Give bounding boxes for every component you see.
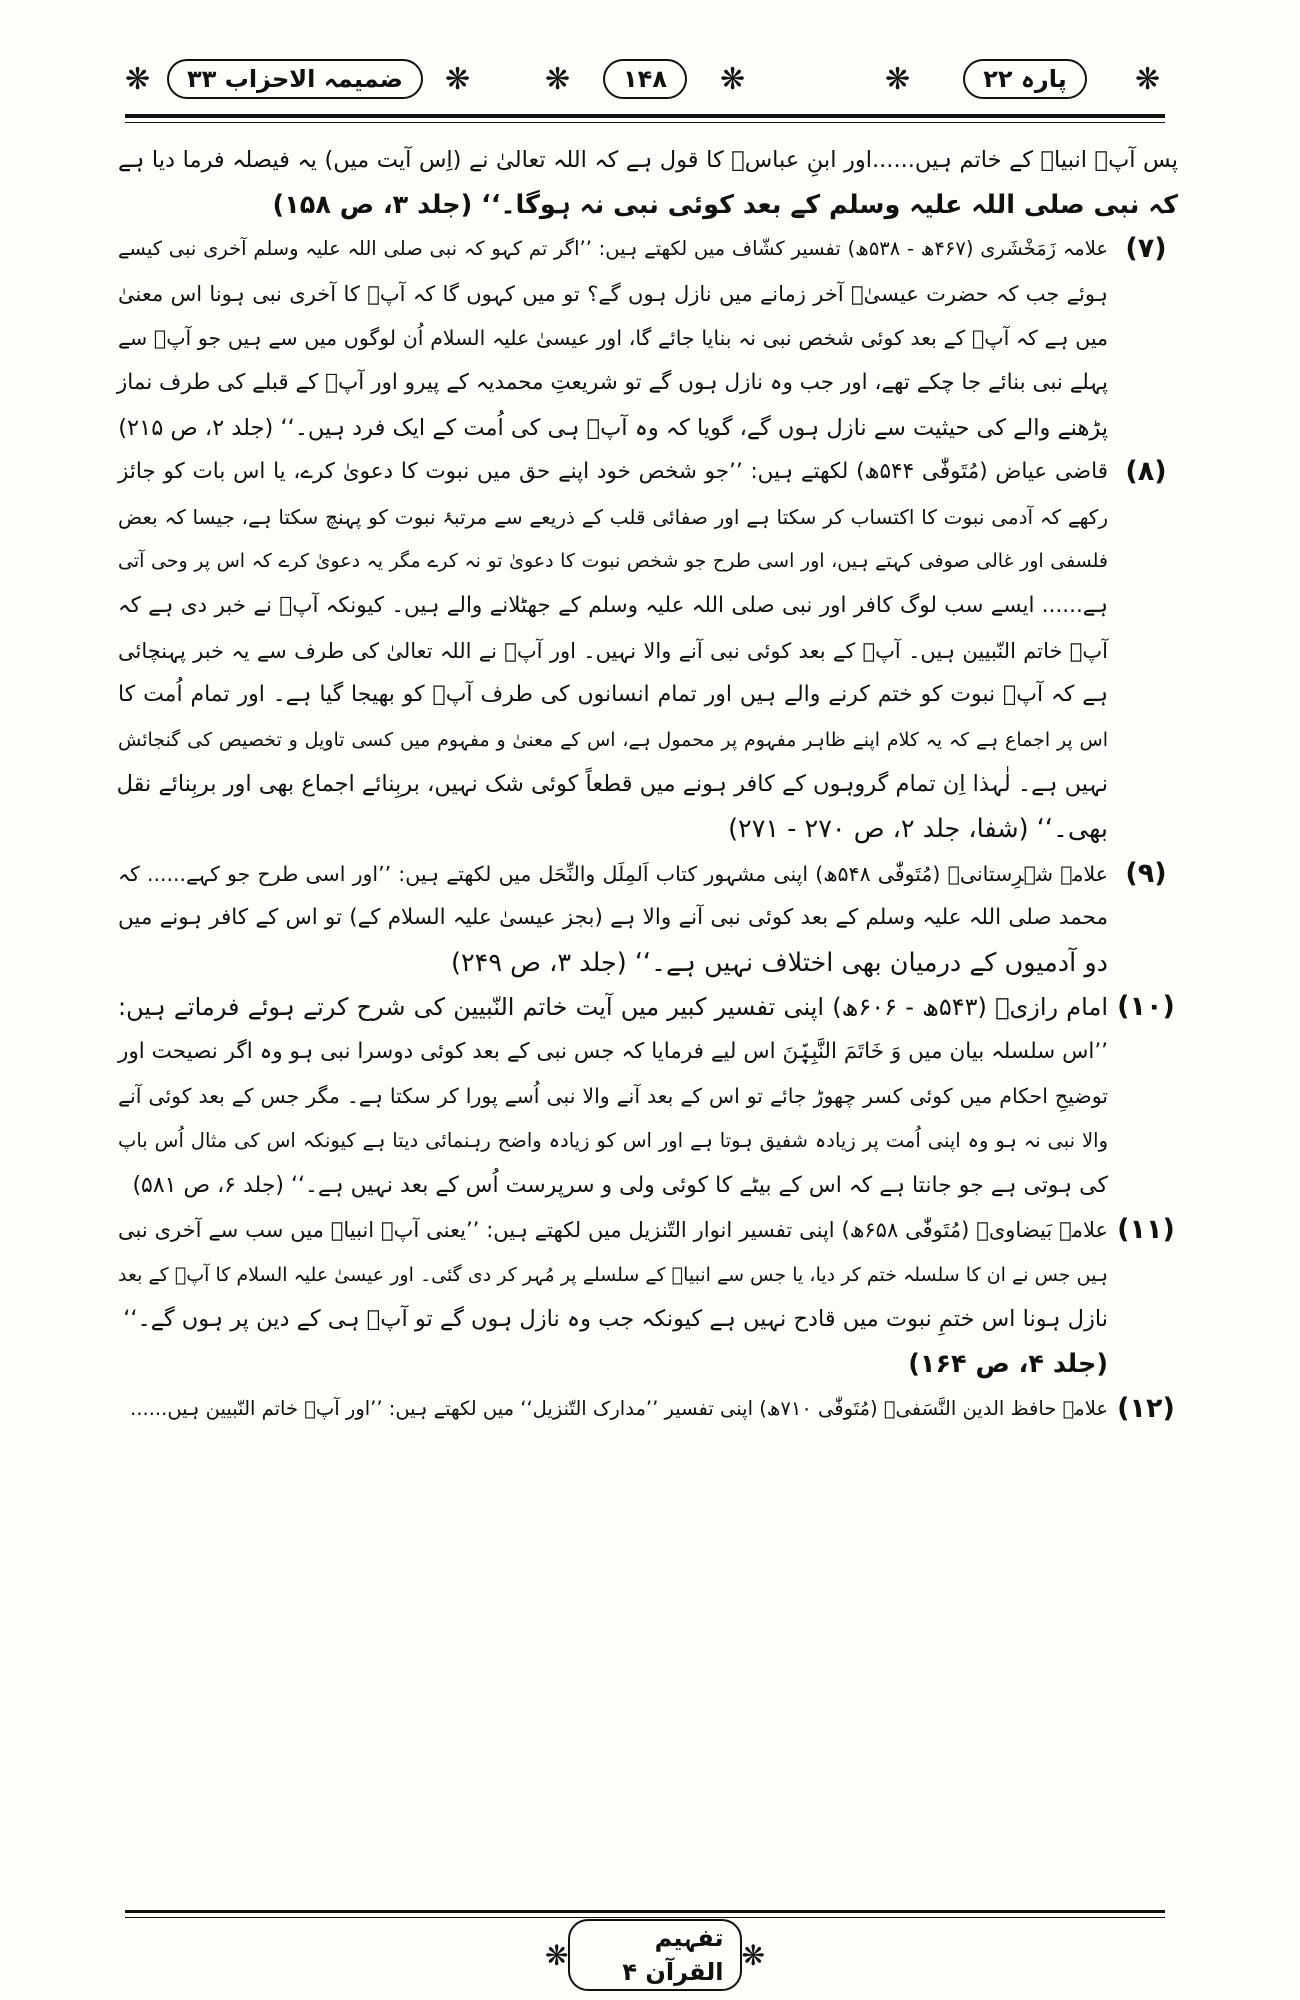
- text-line: ہیں جس نے ان کا سلسلہ ختم کر دیا، یا جس سے انبیاؑ کے سلسلے پر مُہر کر دی گئی۔ اور عیسیٰ علیہ السلام کا آپؐ کے بعد: [118, 1263, 1108, 1286]
- book-title-box: [545, 1924, 765, 1986]
- text-line: نازل ہونا اس ختمِ نبوت میں قادح نہیں ہے کیونکہ جب وہ نازل ہوں گے تو آپؐ ہی کے دین پر ہوں گے۔‘‘: [123, 1306, 1108, 1333]
- numbered-paragraph: [118, 1387, 1178, 1432]
- surah-label-box: [155, 56, 435, 102]
- ornament-icon: ❋: [1135, 62, 1161, 97]
- text-line: ہوئے جب کہ حضرت عیسیٰؑ آخر زمانے میں نازل ہوں گے؟ تو میں کہوں گا کہ آپؐ کا آخری نبی ہونا اس معنیٰ: [118, 281, 1108, 306]
- text-line: فلسفی اور غالی صوفی کہتے ہیں، اور اسی طرح جو شخص نبوت کا دعویٰ تو نہ کرے مگر یہ دعویٰ کرے کہ اس پر وحی آتی: [118, 550, 1108, 573]
- ornament-icon: ❋: [885, 62, 911, 97]
- page-footer: [125, 1910, 1165, 1990]
- numbered-paragraph: [118, 227, 1178, 450]
- text-line: علامہ حافظ الدین النَّسَفیؒ (مُتَوفّٰی ۷۱۰ھ) اپنی تفسیر ’’مدارک التّنزیل‘‘ میں لکھتے ہیں: ’’اور آپؐ خاتم النّبیین ہیں......: [130, 1396, 1108, 1420]
- page-header: [125, 40, 1165, 130]
- page-number-box: [575, 56, 715, 102]
- text-line: والا نبی نہ ہو وہ اپنی اُمت پر زیادہ شفیق ہوتا ہے اور اس کو زیادہ واضح رہنمائی دیتا ہے کیونکہ اس کی مثال اُس باپ: [118, 1129, 1108, 1153]
- paragraph-number: (۱۲): [1117, 1392, 1175, 1424]
- surah-label: ضمیمہ الاحزاب ۳۳: [167, 59, 423, 99]
- header-rule-thin: [125, 122, 1165, 123]
- text-line: پڑھنے والے کی حیثیت سے نازل ہوں گے، گویا کہ وہ آپؐ ہی کی اُمت کے ایک فرد ہیں۔‘‘ (جلد ۲، ص ۲۱۵): [118, 414, 1108, 441]
- text-line: پہلے نبی بنائے جا چکے تھے، اور جب وہ نازل ہوں گے تو شریعتِ محمدیہ کے پیرو اور آپؐ کے قبلے کی طرف نماز: [116, 369, 1108, 395]
- header-rule: [125, 114, 1165, 118]
- ornament-icon: ❋: [720, 62, 746, 97]
- para-label: پارہ ۲۲: [963, 59, 1087, 99]
- page-body: [118, 138, 1178, 1868]
- text-line: دو آدمیوں کے درمیان بھی اختلاف نہیں ہے۔‘‘ (جلد ۳، ص ۲۴۹): [451, 947, 1108, 978]
- book-title: تفہیم القرآن ۴: [568, 1919, 741, 1991]
- text-line: ’’اس سلسلہ بیان میں وَ خَاتَمَ النَّبِیّٖنَ اس لیے فرمایا کہ جس نبی کے بعد کوئی دوسرا نبی ہو وہ اگر نصیحت اور: [118, 1038, 1108, 1064]
- text-line: علامہ شہرِستانیؒ (مُتَوفّٰی ۵۴۸ھ) اپنی مشہور کتاب اَلمِلَل والنِّحَل میں لکھتے ہیں: ’’اور اسی طرح جو کہے...... کہ: [118, 861, 1108, 886]
- text-line: میں ہے کہ آپؐ کے بعد کوئی شخص نبی نہ بنایا جائے گا، اور عیسیٰ علیہ السلام اُن لوگوں میں سے ہیں جو آپؐ سے: [118, 326, 1108, 351]
- numbered-paragraph: [118, 985, 1178, 1208]
- text-line: امام رازیؒ (۵۴۳ھ - ۶۰۶ھ) اپنی تفسیر کبیر میں آیت خاتم النّبیین کی شرح کرتے ہوئے فرماتے ہیں:: [118, 993, 1108, 1022]
- text-line: قاضی عیاض (مُتَوفّٰی ۵۴۴ھ) لکھتے ہیں: ’’جو شخص خود اپنے حق میں نبوت کا دعویٰ کرے، یا اس بات کو جائز: [118, 459, 1108, 485]
- text-line: علامہ بَیضاویؒ (مُتَوفّٰی ۶۵۸ھ) اپنی تفسیر انوار التّنزیل میں لکھتے ہیں: ’’یعنی آپؐ انبیاؑ میں سب سے آخری نبی: [118, 1218, 1109, 1243]
- numbered-paragraph: [118, 1208, 1178, 1386]
- page-number: ۱۴۸: [603, 59, 687, 99]
- text-line: بھی۔‘‘ (شفا، جلد ۲، ص ۲۷۰ - ۲۷۱): [728, 813, 1108, 844]
- ornament-icon: ❋: [125, 62, 151, 97]
- para-label-box: [925, 56, 1125, 102]
- text-line: علامہ زَمَخْشَری (۴۶۷ھ - ۵۳۸ھ) تفسیر کشّاف میں لکھتے ہیں: ’’اگر تم کہو کہ نبی صلی اللہ علیہ وسلم آخری نبی کیسے: [118, 237, 1108, 261]
- paragraph-number: (۹): [1125, 857, 1167, 889]
- ornament-icon: ❋: [445, 62, 471, 97]
- text-line: نہیں ہے۔ لٰہذا اِن تمام گروہوں کے کافر ہونے میں قطعاً کوئی شک نہیں، بربِنائے اجماع بھی اور بربِنائے نقل: [116, 771, 1108, 798]
- paragraph-number: (۸): [1125, 456, 1167, 488]
- paragraph-number: (۱۱): [1117, 1214, 1175, 1246]
- text-line: رکھے کہ آدمی نبوت کا اکتساب کر سکتا ہے اور صفائی قلب کے ذریعے سے مرتبۂ نبوت کو پہنچ سکتا ہے، جیسا کہ بعض: [118, 504, 1108, 529]
- text-line: کہ نبی صلی اللہ علیہ وسلم کے بعد کوئی نبی نہ ہوگا۔‘‘ (جلد ۳، ص ۱۵۸): [272, 189, 1178, 220]
- ornament-icon: ❋: [741, 1938, 765, 1972]
- footer-rule: [125, 1910, 1165, 1913]
- paragraph-number: (۱۰): [1117, 991, 1175, 1023]
- ornament-icon: ❋: [545, 1938, 569, 1972]
- numbered-paragraph: [118, 450, 1178, 851]
- numbered-paragraph: [118, 852, 1178, 986]
- text-line: پس آپؐ انبیاؑ کے خاتم ہیں......اور ابنِ عباسؓ کا قول ہے کہ اللہ تعالیٰ نے (اِس آیت میں) یہ فیصلہ فرما دیا ہے: [118, 147, 1178, 173]
- text-line: (جلد ۴، ص ۱۶۴): [908, 1349, 1108, 1380]
- ornament-icon: ❋: [545, 62, 571, 97]
- text-line: کی ہوتی ہے جو جانتا ہے کہ اس کے بیٹے کا کوئی ولی و سرپرست اُس کے بعد نہیں ہے۔‘‘ (جلد ۶، ص ۵۸۱): [132, 1172, 1108, 1198]
- footer-rule-thin: [125, 1917, 1165, 1918]
- text-line: آپؐ خاتم النّبیین ہیں۔ آپؐ کے بعد کوئی نبی آنے والا نہیں۔ اور آپؐ نے اللہ تعالیٰ کی طرف سے یہ خبر پہنچائی: [118, 638, 1108, 663]
- paragraph-number: (۷): [1125, 233, 1167, 265]
- text-line: ہے کہ آپؐ نبوت کو ختم کرنے والے ہیں اور تمام انسانوں کی طرف آپؐ کو بھیجا گیا ہے۔ اور تمام اُمت کا: [118, 682, 1108, 708]
- text-line: محمد صلی اللہ علیہ وسلم کے بعد کوئی نبی آنے والا ہے (بجز عیسیٰ علیہ السلام کے) تو اس کے کافر ہونے میں: [118, 905, 1108, 931]
- text-line: توضیحِ احکام میں کوئی کسر چھوڑ جائے تو اس کے بعد آنے والا نبی اُسے پورا کر سکتا ہے۔ مگر جس کے بعد کوئی آنے: [118, 1084, 1108, 1109]
- text-line: ہے...... ایسے سب لوگ کافر اور نبی صلی اللہ علیہ وسلم کے جھٹلانے والے ہیں۔ کیونکہ آپؐ نے خبر دی ہے کہ: [118, 592, 1108, 618]
- text-line: اس پر اجماع ہے کہ یہ کلام اپنے ظاہر مفہوم پر محمول ہے، اس کے معنیٰ و مفہوم میں کسی تاویل و تخصیص کی گنجائش: [118, 728, 1108, 751]
- text-block: [118, 138, 1178, 227]
